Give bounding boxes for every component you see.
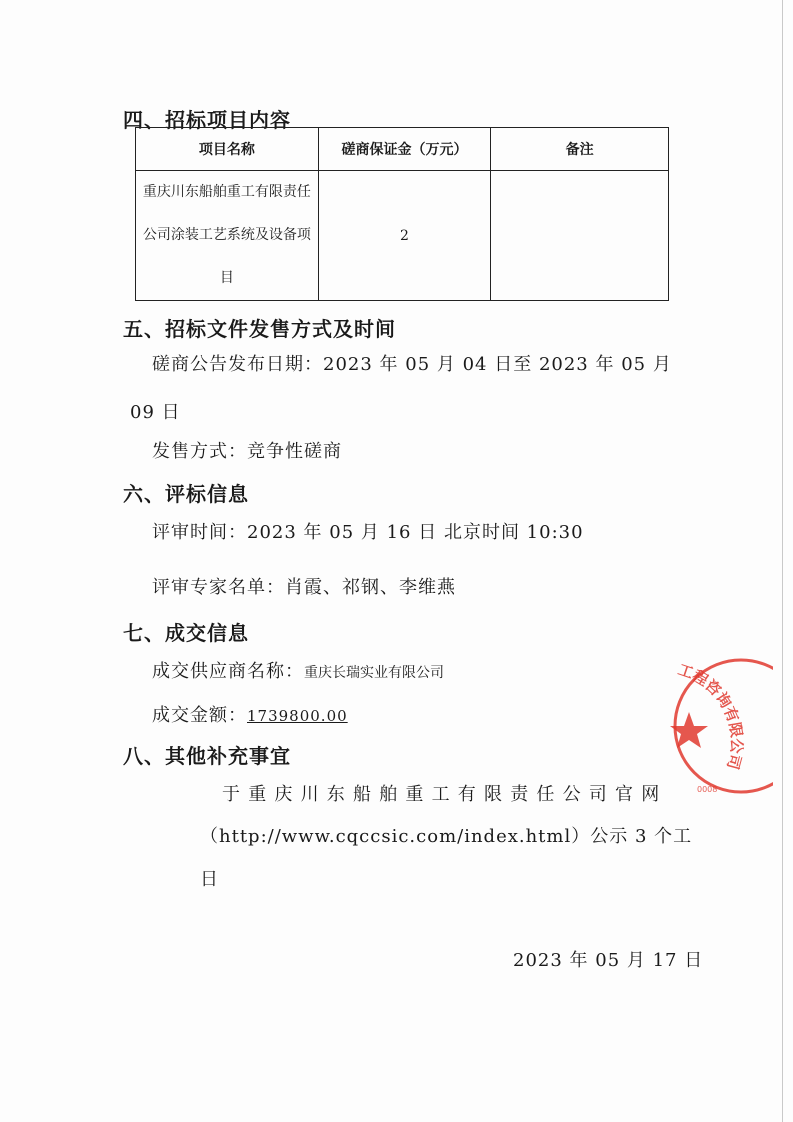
publish-date-line-2: 09 日 <box>130 402 181 423</box>
section-4-heading: 四、招标项目内容 <box>123 108 291 132</box>
supplier-line <box>152 657 444 683</box>
company-seal-stamp <box>637 652 773 802</box>
section-7-heading: 七、成交信息 <box>123 621 249 645</box>
amount-label: 成交金额： <box>152 705 247 726</box>
seal-code: 0008 <box>697 785 718 794</box>
supplier-label: 成交供应商名称： <box>152 661 304 682</box>
supplier-value: 重庆长瑞实业有限公司 <box>304 665 444 681</box>
amount-value: 1739800.00 <box>247 707 348 725</box>
section-6-heading: 六、评标信息 <box>123 482 249 506</box>
table-header-row <box>136 128 669 171</box>
project-name-line: 公司涂装工艺系统及设备项 <box>142 227 311 243</box>
review-time: 评审时间：2023 年 05 月 16 日 北京时间 10:30 <box>152 522 584 543</box>
table-row <box>136 171 669 301</box>
project-name-line: 重庆川东船舶重工有限责任 <box>142 184 311 200</box>
cell-project-name <box>136 171 319 301</box>
cell-deposit: 2 <box>318 171 491 301</box>
cell-remark <box>491 171 669 301</box>
amount-line <box>152 701 348 727</box>
section-8-heading: 八、其他补充事宜 <box>123 744 291 768</box>
bid-items-table <box>135 127 669 301</box>
supplement-line-3: 日 <box>200 869 219 890</box>
document-date: 2023 年 05 月 17 日 <box>513 950 704 971</box>
publish-date-line-1: 磋商公告发布日期：2023 年 05 月 04 日至 2023 年 05 月 <box>152 354 672 375</box>
header-project-name: 项目名称 <box>136 128 319 171</box>
seal-text: 工程咨询有限公司 <box>675 660 746 772</box>
supplement-line-2: （http://www.cqccsic.com/index.html）公示 3 个工 <box>200 826 693 847</box>
page-edge-line <box>782 0 783 1122</box>
project-name-line: 目 <box>219 270 234 286</box>
header-deposit: 磋商保证金（万元） <box>318 128 491 171</box>
section-5-heading: 五、招标文件发售方式及时间 <box>123 317 396 341</box>
supplement-line-1: 于重庆川东船舶重工有限责任公司官网 <box>222 784 668 805</box>
review-experts: 评审专家名单：肖霞、祁钢、李维燕 <box>152 577 456 598</box>
sale-method: 发售方式：竞争性磋商 <box>152 441 342 462</box>
header-remark: 备注 <box>491 128 669 171</box>
svg-text:工程咨询有限公司 <box>676 660 746 771</box>
